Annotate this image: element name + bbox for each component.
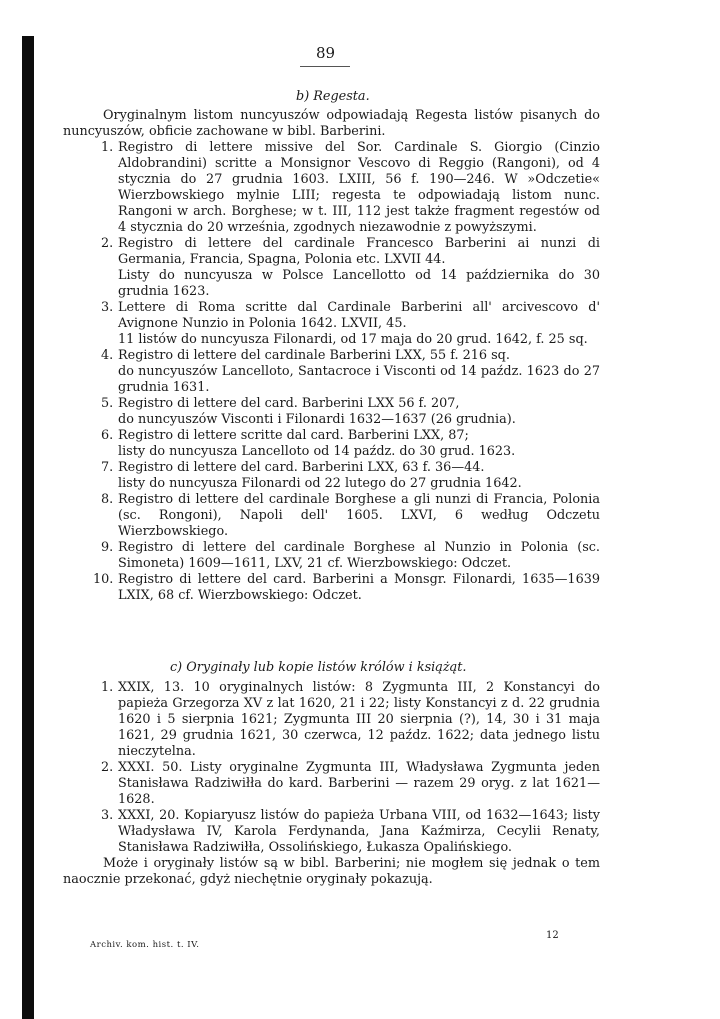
regest-item: 7. Registro di lettere del card. Barberini LXX, 63 f. 36—44. listy do nuncyusza Filonardi od 22 lutego do 27 grudnia 1642. [101, 460, 522, 491]
footer-signature-mark: 12 [546, 930, 559, 941]
page-number: 89 [316, 44, 336, 62]
regest-item: 3. Lettere di Roma scritte dal Cardinale Barberini all' arcivescovo d' Avignone Nunzio in Polonia 1642. LXVII, 45. 11 listów do nuncyusza Filonardi, od 17 maja do 20 grud. 1642, f. 25 sq. [101, 300, 600, 347]
section-b-heading: b) Regesta. [296, 89, 370, 104]
regest-item: 9. Registro di lettere del cardinale Borghese al Nunzio in Polonia (sc. Simoneta) 1609—1611, LXV, 21 cf. Wierzbowskiego: Odczet. [101, 540, 600, 571]
footer-series-title: Archiv. kom. hist. t. IV. [90, 940, 200, 950]
regest-item: 5. Registro di lettere del card. Barberini LXX 56 f. 207, do nuncyuszów Visconti i Filonardi 1632—1637 (26 grudnia). [101, 396, 516, 427]
regest-item: 10. Registro di lettere del card. Barberini a Monsgr. Filonardi, 1635—1639 LXIX, 68 cf. Wierzbowskiego: Odczet. [93, 572, 600, 603]
page-number-rule [300, 66, 350, 67]
section-c-body [63, 680, 600, 888]
section-b-intro: Oryginalnym listom nuncyuszów odpowiadają Regesta listów pisanych do nuncyuszów, obficie zachowane w bibl. Barberini. [63, 108, 600, 139]
letters-item: 3. XXXI, 20. Kopiaryusz listów do papieża Urbana VIII, od 1632—1643; listy Władysława IV, Karola Ferdynanda, Jana Kaźmirza, Cecylii Renaty, Stanisława Radziwiłła, Ossolińskiego, Łukasza Opalińskiego. [101, 808, 600, 855]
closing-paragraph: Może i oryginały listów są w bibl. Barberini; nie mogłem się jednak o tem naocznie przekonać, gdyż niechętnie oryginały pokazują. [63, 856, 600, 887]
regest-item: 1. Registro di lettere missive del Sor. Cardinale S. Giorgio (Cinzio Aldobrandini) scritte a Monsignor Vescovo di Reggio (Rangoni), od 4 stycznia do 27 grudnia 1603. LXIII, 56 f. 190—246. W »Odczetie« Wierzbowskiego mylnie LIII; regesta te odpowiadają listom nunc. Rangoni w arch. Borghese; w t. III, 112 jest także fragment regestów od 4 stycznia do 20 września, zgodnych niezawodnie z powyższymi. [101, 140, 600, 235]
regest-item: 4. Registro di lettere del cardinale Barberini LXX, 55 f. 216 sq. do nuncyuszów Lancelloto, Santacroce i Visconti od 14 paźdz. 1623 do 27 grudnia 1631. [101, 348, 600, 395]
letters-item: 1. XXIX, 13. 10 oryginalnych listów: 8 Zygmunta III, 2 Konstancyi do papieża Grzegorza XV z lat 1620, 21 i 22; listy Konstancyi z d. 22 grudnia 1620 i 5 sierpnia 1621; Zygmunta III 20 sierpnia (?), 14, 30 i 31 maja 1621, 29 grudnia 1621, 30 czerwca, 12 paźdz. 1622; data jednego listu nieczytelna. [101, 680, 600, 759]
regest-item: 2. Registro di lettere del cardinale Francesco Barberini ai nunzi di Germania, Francia, Spagna, Polonia etc. LXVII 44. Listy do nuncyusza w Polsce Lancellotto od 14 października do 30 grudnia 1623. [101, 236, 600, 299]
regest-item: 8. Registro di lettere del cardinale Borghese a gli nunzi di Francia, Polonia (sc. Rongoni), Napoli dell' 1605. LXVI, 6 według Odczetu Wierzbowskiego. [101, 492, 600, 539]
scan-edge-bar [22, 36, 34, 1019]
regest-item: 6. Registro di lettere scritte dal card. Barberini LXX, 87; listy do nuncyusza Lancelloto od 14 paźdz. do 30 grud. 1623. [101, 428, 516, 459]
letters-item: 2. XXXI. 50. Listy oryginalne Zygmunta III, Władysława Zygmunta jeden Stanisława Radziwiłła do kard. Barberini — razem 29 oryg. z lat 1621—1628. [101, 760, 600, 807]
section-b-body [63, 108, 600, 604]
section-c-heading: c) Oryginały lub kopie listów królów i książąt. [170, 660, 467, 675]
